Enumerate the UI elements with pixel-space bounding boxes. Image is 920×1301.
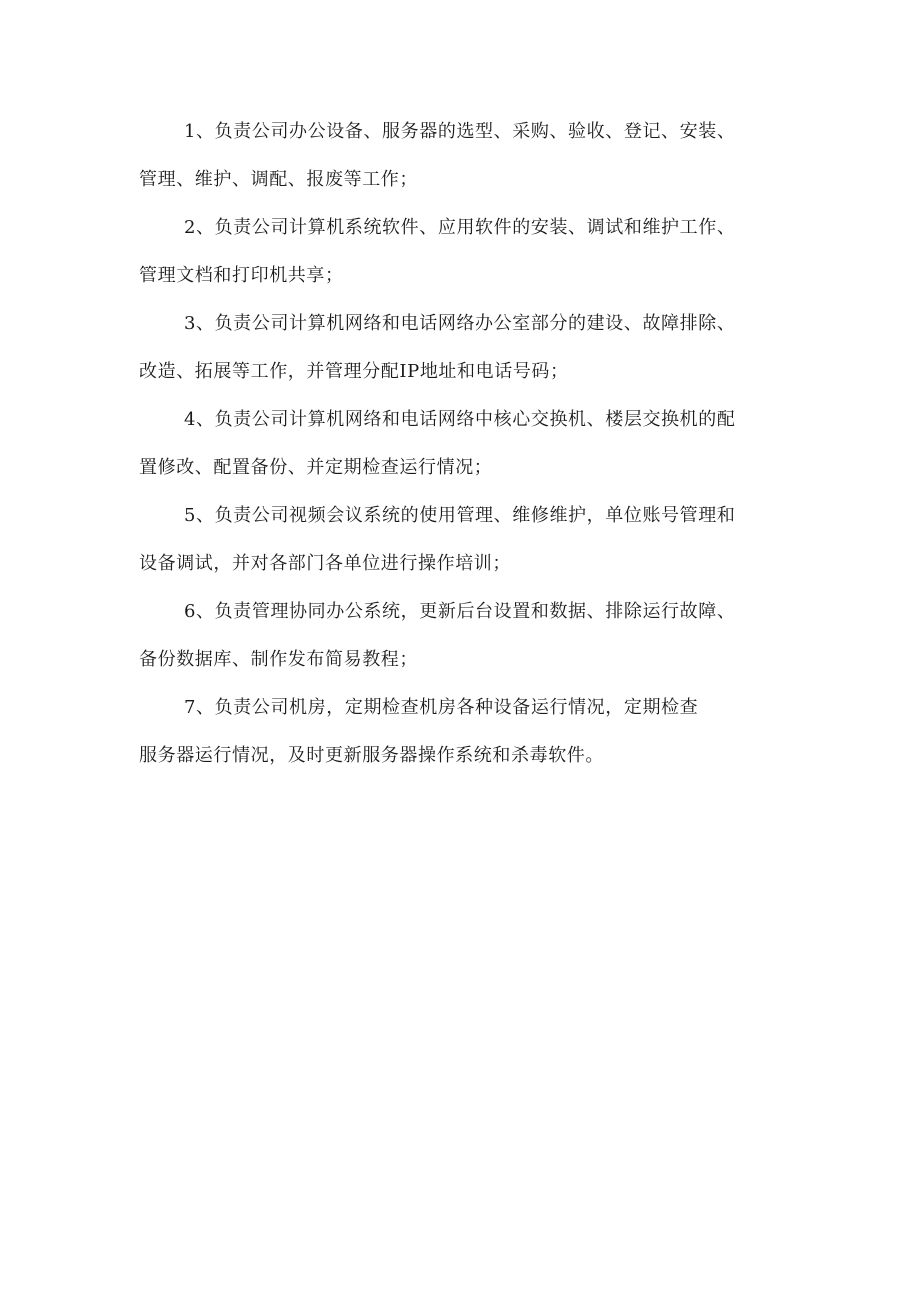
text-line: 管理、维护、调配、报废等工作； xyxy=(139,169,418,190)
text-line: 置修改、配置备份、并定期检查运行情况； xyxy=(139,457,493,478)
text-line: 设备调试，并对各部门各单位进行操作培训； xyxy=(139,553,511,574)
text-line: 服务器运行情况，及时更新服务器操作系统和杀毒软件。 xyxy=(139,745,604,766)
text-line: 改造、拓展等工作，并管理分配IP地址和电话号码； xyxy=(139,361,569,382)
text-line: 2、负责公司计算机系统软件、应用软件的安装、调试和维护工作、 xyxy=(184,217,736,238)
text-line: 1、负责公司办公设备、服务器的选型、采购、验收、登记、安装、 xyxy=(184,121,736,142)
text-line: 3、负责公司计算机网络和电话网络办公室部分的建设、故障排除、 xyxy=(184,313,736,334)
document-body xyxy=(139,114,799,786)
text-line: 6、负责管理协同办公系统，更新后台设置和数据、排除运行故障、 xyxy=(184,601,736,622)
text-line: 备份数据库、制作发布简易教程； xyxy=(139,649,418,670)
text-line: 4、负责公司计算机网络和电话网络中核心交换机、楼层交换机的配 xyxy=(184,409,736,430)
text-line: 5、负责公司视频会议系统的使用管理、维修维护，单位账号管理和 xyxy=(184,505,736,526)
text-line: 7、负责公司机房，定期检查机房各种设备运行情况，定期检查 xyxy=(184,697,699,718)
text-line: 管理文档和打印机共享； xyxy=(139,265,344,286)
